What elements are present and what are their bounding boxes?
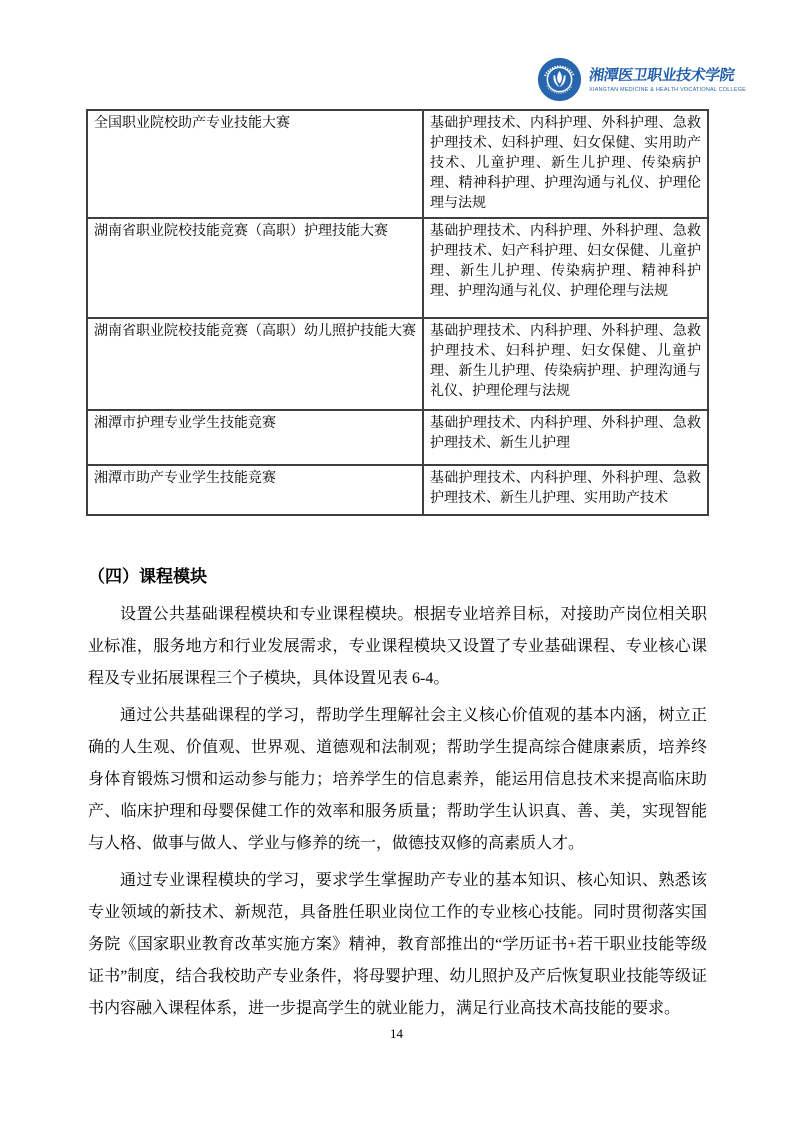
skills-cell: 基础护理技术、内科护理、外科护理、急救护理技术、妇科护理、妇女保健、儿童护理、新生儿护理、传染病护理、护理沟通与礼仪、护理伦理与法规 <box>423 318 708 410</box>
section-paragraphs <box>88 599 707 1030</box>
table-row <box>87 110 708 218</box>
college-emblem-icon <box>537 57 582 102</box>
page-number: 14 <box>390 1026 403 1041</box>
college-name-en: XIANGTAN MEDICINE & HEALTH VOCATIONAL COLLEGE <box>589 86 747 93</box>
table-row <box>87 410 708 465</box>
competition-name-cell: 全国职业院校助产专业技能大赛 <box>87 110 423 218</box>
table-row <box>87 465 708 515</box>
skills-cell: 基础护理技术、内科护理、外科护理、急救护理技术、妇产科护理、妇女保健、儿童护理、新生儿护理、传染病护理、精神科护理、护理沟通与礼仪、护理伦理与法规 <box>423 218 708 318</box>
body-paragraph: 通过专业课程模块的学习，要求学生掌握助产专业的基本知识、核心知识、熟悉该专业领域的新技术、新规范，具备胜任职业岗位工作的专业核心技能。同时贯彻落实国务院《国家职业教育改革实施方案》精神，教育部推出的“学历证书+若干职业技能等级证书”制度，结合我校助产专业条件，将母婴护理、幼儿照护及产后恢复职业技能等级证书内容融入课程体系，进一步提高学生的就业能力，满足行业高技术高技能的要求。 <box>88 872 707 1017</box>
section-heading: （四）课程模块 <box>88 567 207 586</box>
skills-cell: 基础护理技术、内科护理、外科护理、急救护理技术、新生儿护理 <box>423 410 708 465</box>
competition-name-cell: 湖南省职业院校技能竞赛（高职）护理技能大赛 <box>87 218 423 318</box>
table-row <box>87 218 708 318</box>
college-logo <box>537 57 746 102</box>
skills-cell: 基础护理技术、内科护理、外科护理、急救护理技术、妇科护理、妇女保健、实用助产技术、儿童护理、新生儿护理、传染病护理、精神科护理、护理沟通与礼仪、护理伦理与法规 <box>423 110 708 218</box>
skills-cell: 基础护理技术、内科护理、外科护理、急救护理技术、新生儿护理、实用助产技术 <box>423 465 708 515</box>
body-paragraph: 通过公共基础课程的学习，帮助学生理解社会主义核心价值观的基本内涵，树立正确的人生观、价值观、世界观、道德观和法制观；帮助学生提高综合健康素质，培养终身体育锻炼习惯和运动参与能力；培养学生的信息素养，能运用信息技术来提高临床助产、临床护理和母婴保健工作的效率和服务质量；帮助学生认识真、善、美，实现智能与人格、做事与做人、学业与修养的统一，做德技双修的高素质人才。 <box>88 707 707 852</box>
competition-table-body <box>87 110 708 515</box>
college-name-cn: 湘潭医卫职业技术学院 <box>587 67 736 84</box>
competition-name-cell: 湖南省职业院校技能竞赛（高职）幼儿照护技能大赛 <box>87 318 423 410</box>
competition-name-cell: 湘潭市助产专业学生技能竞赛 <box>87 465 423 515</box>
table-row <box>87 318 708 410</box>
body-paragraph: 设置公共基础课程模块和专业课程模块。根据专业培养目标，对接助产岗位相关职业标准，服务地方和行业发展需求，专业课程模块又设置了专业基础课程、专业核心课程及专业拓展课程三个子模块，具体设置见表 6-4。 <box>88 606 707 687</box>
competition-skills-table <box>86 109 709 516</box>
college-logo-text <box>589 67 746 93</box>
competition-name-cell: 湘潭市护理专业学生技能竞赛 <box>87 410 423 465</box>
